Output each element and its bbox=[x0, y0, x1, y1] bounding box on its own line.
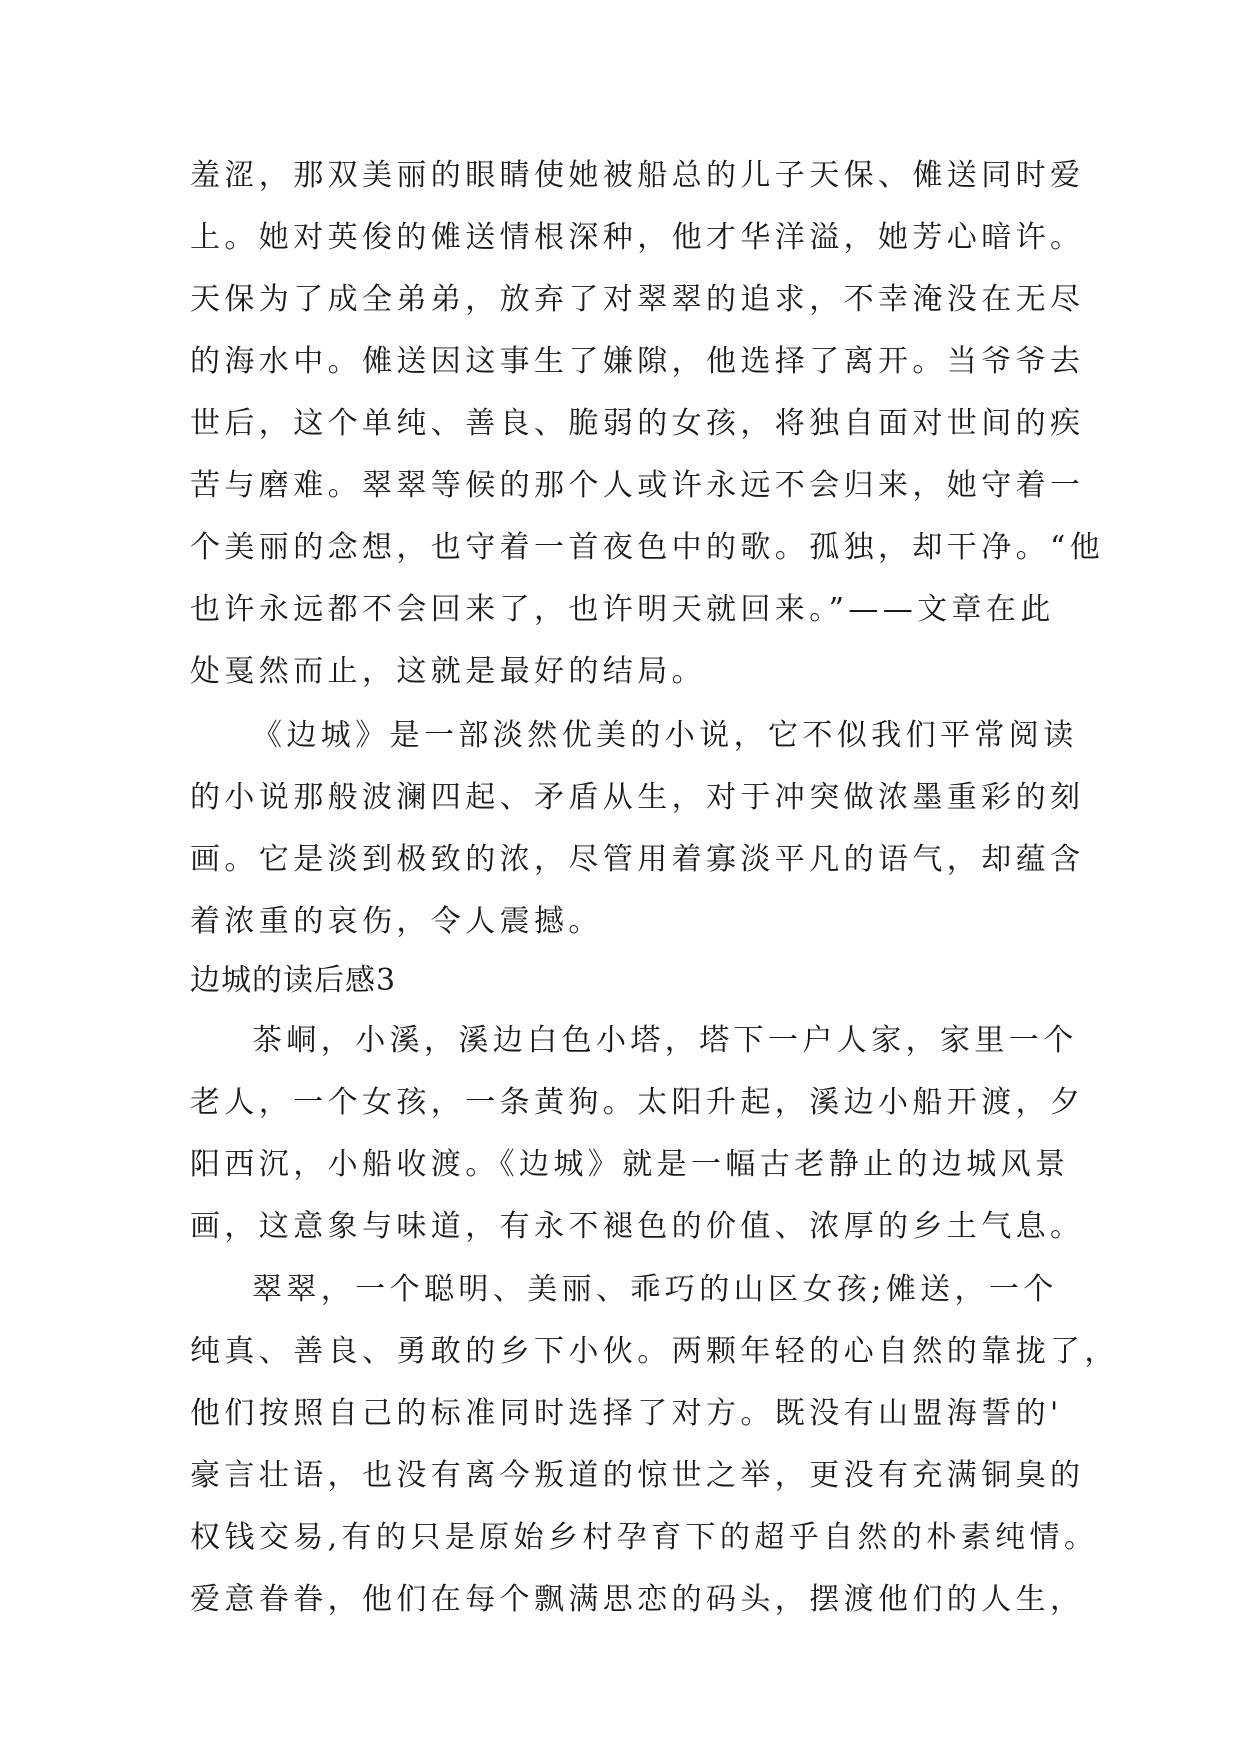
section-heading: 边城的读后感3 bbox=[190, 963, 397, 998]
text-line: 他们按照自己的标准同时选择了对方。既没有山盟海誓的' bbox=[190, 1396, 1063, 1431]
text-line: 阳西沉，小船收渡。《边城》就是一幅古老静止的边城风景 bbox=[190, 1147, 1070, 1182]
text-line: 着浓重的哀伤，令人震撼。 bbox=[190, 904, 603, 939]
text-line: 处戛然而止，这就是最好的结局。 bbox=[190, 654, 706, 689]
paragraph-first-line: 茶峒，小溪，溪边白色小塔，塔下一户人家，家里一个 bbox=[252, 1023, 1078, 1058]
text-line: 画。它是淡到极致的浓，尽管用着寡淡平凡的语气，却蕴含 bbox=[190, 842, 1085, 877]
text-line: 的海水中。傩送因这事生了嫌隙，他选择了离开。当爷爷去 bbox=[190, 344, 1085, 379]
text-line: 爱意眷眷，他们在每个飘满思恋的码头，摆渡他们的人生， bbox=[190, 1582, 1085, 1617]
paragraph-first-line: 《边城》是一部淡然优美的小说，它不似我们平常阅读 bbox=[252, 718, 1078, 753]
text-line: 天保为了成全弟弟，放弃了对翠翠的追求，不幸淹没在无尽 bbox=[190, 282, 1085, 317]
text-line: 也许永远都不会回来了，也许明天就回来。”——文章在此 bbox=[190, 592, 1055, 627]
text-line: 老人，一个女孩，一条黄狗。太阳升起，溪边小船开渡，夕 bbox=[190, 1085, 1085, 1120]
text-line: 的小说那般波澜四起、矛盾从生，对于冲突做浓墨重彩的刻 bbox=[190, 780, 1085, 815]
text-line: 个美丽的念想，也守着一首夜色中的歌。孤独，却干净。“他 bbox=[190, 530, 1105, 565]
text-line: 画，这意象与味道，有永不褪色的价值、浓厚的乡土气息。 bbox=[190, 1209, 1085, 1244]
paragraph-first-line: 翠翠，一个聪明、美丽、乖巧的山区女孩;傩送，一个 bbox=[252, 1272, 1058, 1307]
text-line: 豪言壮语，也没有离今叛道的惊世之举，更没有充满铜臭的 bbox=[190, 1458, 1085, 1493]
text-line: 羞涩，那双美丽的眼睛使她被船总的儿子天保、傩送同时爱 bbox=[190, 158, 1085, 193]
text-line: 纯真、善良、勇敢的乡下小伙。两颗年轻的心自然的靠拢了， bbox=[190, 1334, 1119, 1369]
text-line: 苦与磨难。翠翠等候的那个人或许永远不会归来，她守着一 bbox=[190, 468, 1085, 503]
text-line: 上。她对英俊的傩送情根深种，他才华洋溢，她芳心暗许。 bbox=[190, 220, 1085, 255]
text-line: 权钱交易,有的只是原始乡村孕育下的超乎自然的朴素纯情。 bbox=[190, 1520, 1099, 1555]
text-line: 世后，这个单纯、善良、脆弱的女孩，将独自面对世间的疾 bbox=[190, 406, 1085, 441]
